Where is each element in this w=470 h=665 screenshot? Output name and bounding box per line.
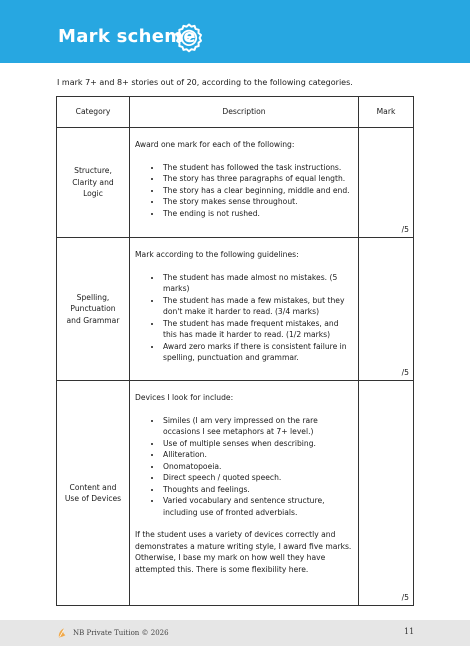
criteria-list (135, 162, 352, 220)
description-intro: Devices I look for include: (135, 393, 234, 402)
criteria-list (135, 272, 352, 364)
mark-scheme-table (56, 96, 414, 606)
description-cell (130, 381, 359, 606)
list-item: • The story has a clear beginning, middle and end. (162, 185, 352, 197)
list-item: • The story makes sense throughout. (162, 196, 352, 208)
category-cell: Content and Use of Devices (57, 381, 130, 606)
list-item: • Use of multiple senses when describing. (162, 438, 352, 450)
list-item: • The student has made almost no mistakes. (5 marks) (162, 272, 352, 295)
list-item: • Award zero marks if there is consistent failure in spelling, punctuation and grammar. (162, 341, 352, 364)
nb-logo-icon (57, 627, 67, 639)
list-item: • The student has made a few mistakes, but they don't make it harder to read. (3/4 marks) (162, 295, 352, 318)
table-header-row (57, 97, 414, 128)
list-item: • Onomatopoeia. (162, 461, 352, 473)
list-item: • Direct speech / quoted speech. (162, 472, 352, 484)
list-item: • The student has made frequent mistakes, and this has made it harder to read. (1/2 marks) (162, 318, 352, 341)
table-row (57, 128, 414, 238)
page-title: Mark scheme (58, 26, 196, 47)
category-cell: Structure, Clarity and Logic (57, 128, 130, 238)
mark-cell: /5 (359, 128, 414, 238)
list-item: • The student has followed the task instructions. (162, 162, 352, 174)
intro-text: I mark 7+ and 8+ stories out of 20, according to the following categories. (57, 78, 353, 87)
description-intro: Award one mark for each of the following: (135, 140, 295, 149)
mark-cell: /5 (359, 238, 414, 381)
table-row (57, 381, 414, 606)
list-item: • The story has three paragraphs of equal length. (162, 173, 352, 185)
table-row (57, 238, 414, 381)
description-intro: Mark according to the following guidelines: (135, 250, 299, 259)
column-header-mark: Mark (359, 97, 414, 128)
list-item: • The ending is not rushed. (162, 208, 352, 220)
footer-bar (0, 620, 470, 646)
category-cell: Spelling, Punctuation and Grammar (57, 238, 130, 381)
footer-copyright: NB Private Tuition © 2026 (73, 629, 169, 637)
description-cell (130, 128, 359, 238)
criteria-list (135, 415, 352, 519)
list-item: • Alliteration. (162, 449, 352, 461)
page-number: 11 (404, 627, 415, 636)
check-badge-icon (174, 23, 204, 53)
list-item: • Similes (I am very impressed on the rare occasions I see metaphors at 7+ level.) (162, 415, 352, 438)
list-item: • Thoughts and feelings. (162, 484, 352, 496)
column-header-category: Category (57, 97, 130, 128)
description-cell (130, 238, 359, 381)
column-header-description: Description (130, 97, 359, 128)
list-item: • Varied vocabulary and sentence structure, including use of fronted adverbials. (162, 495, 352, 518)
description-closing: If the student uses a variety of devices correctly and demonstrates a mature writing style, I award five marks. Otherwise, I base my mark on how well they have attempted this. There is some flexibility here. (135, 530, 352, 574)
mark-cell: /5 (359, 381, 414, 606)
